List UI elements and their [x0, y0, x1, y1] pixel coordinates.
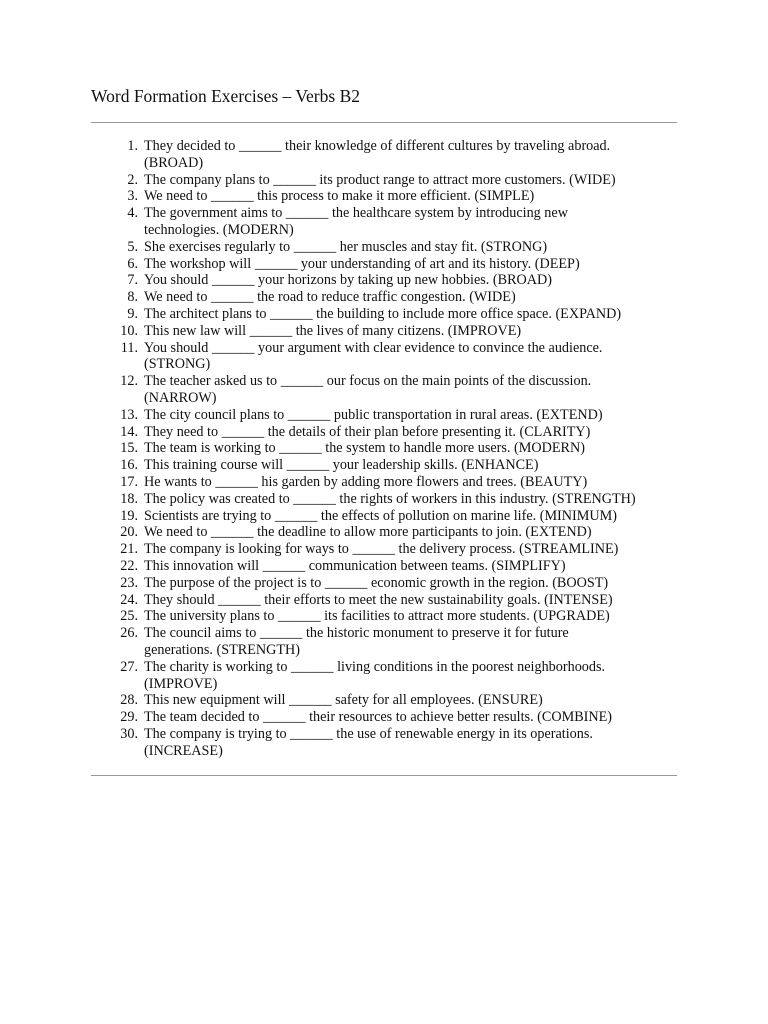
item-number: 28.: [120, 692, 138, 709]
item-number: 27.: [120, 658, 138, 675]
item-text: This new equipment will ______ safety for all employees. (ENSURE): [144, 692, 543, 709]
item-text: We need to ______ the road to reduce traffic congestion. (WIDE): [144, 289, 516, 306]
list-item: [111, 508, 681, 525]
item-number: 12.: [120, 373, 138, 390]
item-text: They decided to ______ their knowledge of different cultures by traveling abroad. (BROAD): [144, 138, 611, 171]
item-text: The workshop will ______ your understanding of art and its history. (DEEP): [144, 255, 580, 272]
list-item: [111, 692, 681, 709]
item-text: We need to ______ the deadline to allow more participants to join. (EXTEND): [144, 524, 592, 541]
item-number: 8.: [127, 289, 138, 306]
item-number: 9.: [127, 305, 138, 322]
item-number: 22.: [120, 557, 138, 574]
item-text: They should ______ their efforts to meet the new sustainability goals. (INTENSE): [144, 591, 613, 608]
item-number: 29.: [120, 709, 138, 726]
list-item: [111, 424, 681, 441]
item-text: The government aims to ______ the healthcare system by introducing new technologies. (MODERN): [144, 205, 568, 238]
list-item: [111, 205, 681, 239]
item-text: The team decided to ______ their resources to achieve better results. (COMBINE): [144, 709, 613, 726]
page-title: Word Formation Exercises – Verbs B2: [91, 86, 360, 106]
list-item: [111, 188, 681, 205]
item-text: The architect plans to ______ the building to include more office space. (EXPAND): [144, 305, 622, 322]
list-item: [111, 608, 681, 625]
list-item: [111, 524, 681, 541]
list-item: [111, 541, 681, 558]
item-text: Scientists are trying to ______ the effects of pollution on marine life. (MINIMUM): [144, 507, 617, 524]
item-number: 1.: [127, 138, 138, 154]
list-item: [111, 373, 681, 407]
item-text: The city council plans to ______ public transportation in rural areas. (EXTEND): [144, 406, 603, 423]
item-number: 5.: [127, 238, 138, 255]
list-item: [111, 306, 681, 323]
list-item: [111, 138, 681, 172]
item-number: 7.: [127, 272, 138, 289]
list-item: [111, 272, 681, 289]
item-text: The company is looking for ways to ______ the delivery process. (STREAMLINE): [144, 541, 619, 558]
item-text: The teacher asked us to ______ our focus on the main points of the discussion. (NARROW): [144, 373, 592, 406]
list-item: [111, 726, 681, 760]
item-number: 21.: [120, 541, 138, 558]
item-number: 24.: [120, 591, 138, 608]
item-number: 26.: [120, 625, 138, 642]
item-text: The university plans to ______ its facilities to attract more students. (UPGRADE): [144, 608, 610, 625]
item-number: 16.: [120, 457, 138, 474]
item-text: The company is trying to ______ the use of renewable energy in its operations. (INCREASE): [144, 725, 593, 759]
item-text: He wants to ______ his garden by adding more flowers and trees. (BEAUTY): [144, 473, 588, 490]
exercise-list: [111, 138, 681, 759]
item-number: 10.: [120, 322, 138, 339]
item-number: 15.: [120, 440, 138, 457]
top-divider: [91, 122, 677, 123]
item-text: This innovation will ______ communication between teams. (SIMPLIFY): [144, 557, 566, 574]
item-number: 2.: [127, 171, 138, 188]
item-number: 18.: [120, 490, 138, 507]
item-text: She exercises regularly to ______ her muscles and stay fit. (STRONG): [144, 238, 548, 255]
list-item: [111, 172, 681, 189]
list-item: [111, 457, 681, 474]
list-item: [111, 474, 681, 491]
item-number: 19.: [120, 507, 138, 524]
item-text: The purpose of the project is to ______ economic growth in the region. (BOOST): [144, 574, 609, 591]
item-text: They need to ______ the details of their plan before presenting it. (CLARITY): [144, 423, 591, 440]
item-number: 17.: [120, 473, 138, 490]
item-text: You should ______ your horizons by taking up new hobbies. (BROAD): [144, 272, 553, 289]
list-item: [111, 575, 681, 592]
list-item: [111, 659, 681, 693]
item-number: 3.: [127, 188, 138, 205]
list-item: [111, 625, 681, 659]
item-number: 14.: [120, 423, 138, 440]
list-item: [111, 592, 681, 609]
list-item: [111, 407, 681, 424]
item-number: 11.: [120, 339, 138, 356]
list-item: [111, 440, 681, 457]
list-item: [111, 239, 681, 256]
item-number: 4.: [127, 205, 138, 222]
item-number: 6.: [127, 255, 138, 272]
item-text: This training course will ______ your leadership skills. (ENHANCE): [144, 457, 539, 474]
list-item: [111, 491, 681, 508]
list-item: [111, 558, 681, 575]
item-text: We need to ______ this process to make it more efficient. (SIMPLE): [144, 188, 535, 205]
item-number: 23.: [120, 574, 138, 591]
item-number: 25.: [120, 608, 138, 625]
item-text: The team is working to ______ the system to handle more users. (MODERN): [144, 440, 585, 457]
bottom-divider: [91, 775, 677, 776]
list-item: [111, 256, 681, 273]
list-item: [111, 289, 681, 306]
item-text: You should ______ your argument with clear evidence to convince the audience. (STRONG): [144, 339, 603, 373]
item-text: The company plans to ______ its product range to attract more customers. (WIDE): [144, 171, 616, 188]
item-number: 30.: [120, 725, 138, 742]
item-text: The charity is working to ______ living conditions in the poorest neighborhoods. (IMPROVE): [144, 658, 606, 692]
item-text: The council aims to ______ the historic monument to preserve it for future generations. (STRENGTH): [144, 625, 569, 658]
list-item: [111, 340, 681, 374]
list-item: [111, 323, 681, 340]
item-number: 13.: [120, 406, 138, 423]
item-text: This new law will ______ the lives of many citizens. (IMPROVE): [144, 322, 522, 339]
list-item: [111, 709, 681, 726]
item-text: The policy was created to ______ the rights of workers in this industry. (STRENGTH): [144, 490, 636, 507]
item-number: 20.: [120, 524, 138, 541]
